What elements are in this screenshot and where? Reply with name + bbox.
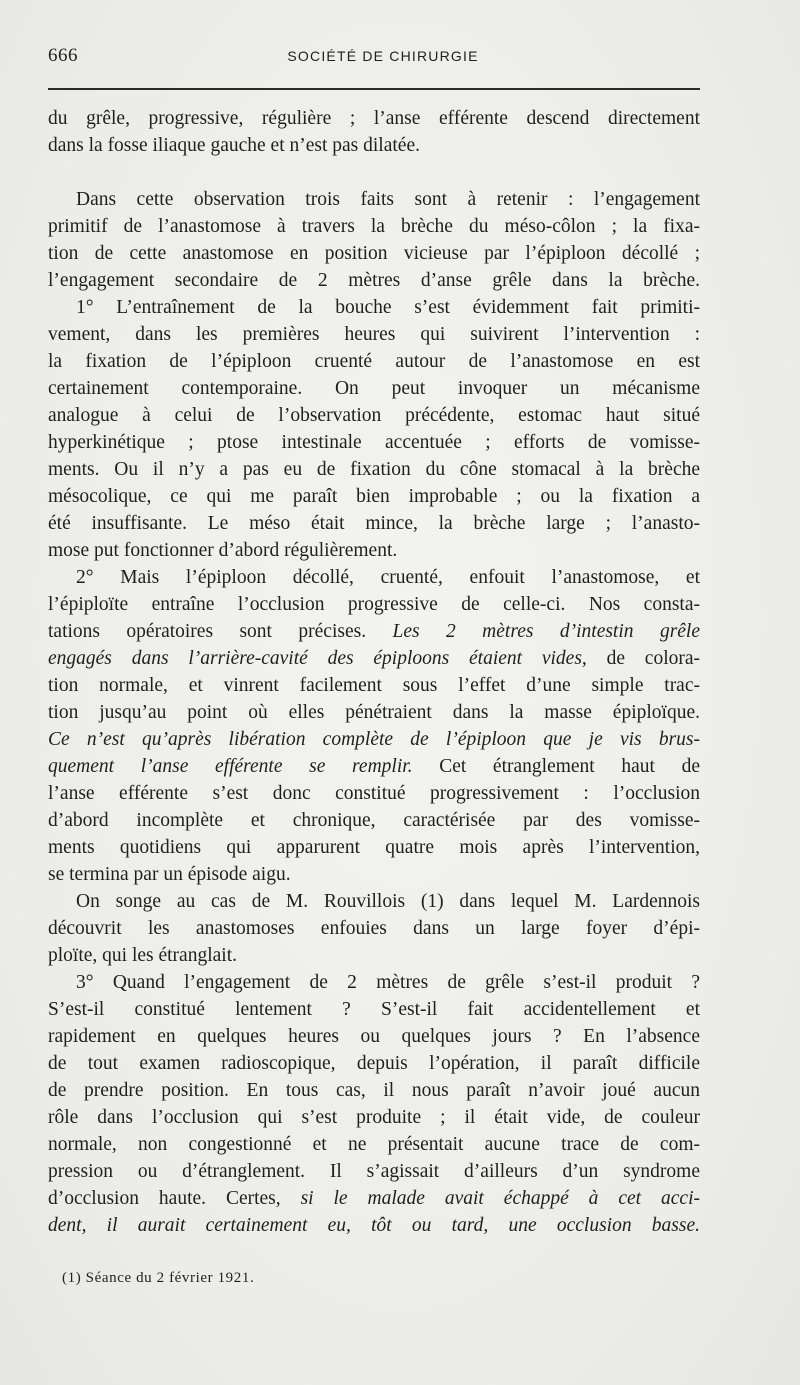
text-line: Dans cette observation trois faits sont à retenir : l’engagement <box>76 189 700 210</box>
page-number: 666 <box>48 45 78 66</box>
italic-segment: Les 2 mètres d’intestin grêle <box>392 621 701 642</box>
header-rule <box>48 88 700 90</box>
text-line: 1° L’entraînement de la bouche s’est évidemment fait primiti- <box>76 297 700 318</box>
text-line: S’est-il constitué lentement ? S’est-il fait accidentellement et <box>48 999 700 1020</box>
text-line: de prendre position. En tous cas, il nous paraît n’avoir joué aucun <box>48 1080 700 1101</box>
text-line: 3° Quand l’engagement de 2 mètres de grêle s’est-il produit ? <box>76 972 700 993</box>
text-line: se termina par un épisode aigu. <box>48 864 291 885</box>
text-line: d’abord incomplète et chronique, caractérisée par des vomisse- <box>48 810 700 831</box>
text-line: dent, il aurait certainement eu, tôt ou tard, une occlusion basse. <box>48 1215 700 1236</box>
text-line: ments. Ou il n’y a pas eu de fixation du cône stomacal à la brèche <box>48 459 700 480</box>
text-line: certainement contemporaine. On peut invoquer un mécanisme <box>48 378 700 399</box>
text-line: rapidement en quelques heures ou quelques jours ? En l’absence <box>48 1026 700 1047</box>
text-line: tion normale, et vinrent facilement sous l’effet d’une simple trac- <box>48 675 700 696</box>
text-line: mose put fonctionner d’abord régulièrement. <box>48 540 398 561</box>
text-segment: de colora- <box>606 648 701 669</box>
text-line: vement, dans les premières heures qui suivirent l’intervention : <box>48 324 700 345</box>
text-segment: Cet étranglement haut de <box>439 756 701 777</box>
text-line: normale, non congestionné et ne présentait aucune trace de com- <box>48 1134 700 1155</box>
text-line: rôle dans l’occlusion qui s’est produite ; il était vide, de couleur <box>48 1107 700 1128</box>
italic-segment: quement l’anse efférente se remplir. <box>48 756 413 777</box>
text-line: l’engagement secondaire de 2 mètres d’anse grêle dans la brèche. <box>48 270 700 291</box>
footnote: (1) Séance du 2 février 1921. <box>62 1270 255 1286</box>
text-line: primitif de l’anastomose à travers la brèche du méso-côlon ; la fixa- <box>48 216 700 237</box>
text-line: de tout examen radioscopique, depuis l’opération, il paraît difficile <box>48 1053 700 1074</box>
text-line: tion jusqu’au point où elles pénétraient dans la masse épiploïque. <box>48 702 700 723</box>
text-line: l’épiploïte entraîne l’occlusion progressive de celle-ci. Nos consta- <box>48 594 700 615</box>
text-line: tion de cette anastomose en position vicieuse par l’épiploon décollé ; <box>48 243 700 264</box>
text-line: mésocolique, ce qui me paraît bien improbable ; ou la fixation a <box>48 486 700 507</box>
text-line: été insuffisante. Le méso était mince, la brèche large ; l’anasto- <box>48 513 700 534</box>
page-header <box>48 45 700 71</box>
text-line: dans la fosse iliaque gauche et n’est pas dilatée. <box>48 135 420 156</box>
text-line <box>48 645 700 672</box>
paragraph-gap <box>48 159 700 186</box>
body-text <box>48 105 700 1239</box>
text-line: 2° Mais l’épiploon décollé, cruenté, enfouit l’anastomose, et <box>76 567 700 588</box>
text-line: découvrit les anastomoses enfouies dans un large foyer d’épi- <box>48 918 700 939</box>
italic-segment: engagés dans l’arrière-cavité des épiploons étaient vides, <box>48 648 587 669</box>
text-line: du grêle, progressive, régulière ; l’anse efférente descend directement <box>48 108 700 129</box>
text-line <box>48 753 700 780</box>
text-line: Ce n’est qu’après libération complète de l’épiploon que je vis brus- <box>48 729 700 750</box>
text-line: ploïte, qui les étranglait. <box>48 945 237 966</box>
text-line: On songe au cas de M. Rouvillois (1) dans lequel M. Lardennois <box>76 891 700 912</box>
text-line <box>48 1185 700 1212</box>
text-line: hyperkinétique ; ptose intestinale accentuée ; efforts de vomisse- <box>48 432 700 453</box>
text-segment: tations opératoires sont précises. <box>48 621 367 642</box>
text-line: pression ou d’étranglement. Il s’agissait d’ailleurs d’un syndrome <box>48 1161 700 1182</box>
text-line: la fixation de l’épiploon cruenté autour de l’anastomose en est <box>48 351 700 372</box>
italic-segment: si le malade avait échappé à cet acci- <box>300 1188 700 1209</box>
text-line: analogue à celui de l’observation précédente, estomac haut situé <box>48 405 700 426</box>
text-line: ments quotidiens qui apparurent quatre mois après l’intervention, <box>48 837 700 858</box>
text-segment: d’occlusion haute. Certes, <box>48 1188 281 1209</box>
text-line <box>48 618 700 645</box>
text-line: l’anse efférente s’est donc constitué progressivement : l’occlusion <box>48 783 700 804</box>
running-head: SOCIÉTÉ DE CHIRURGIE <box>287 48 479 64</box>
